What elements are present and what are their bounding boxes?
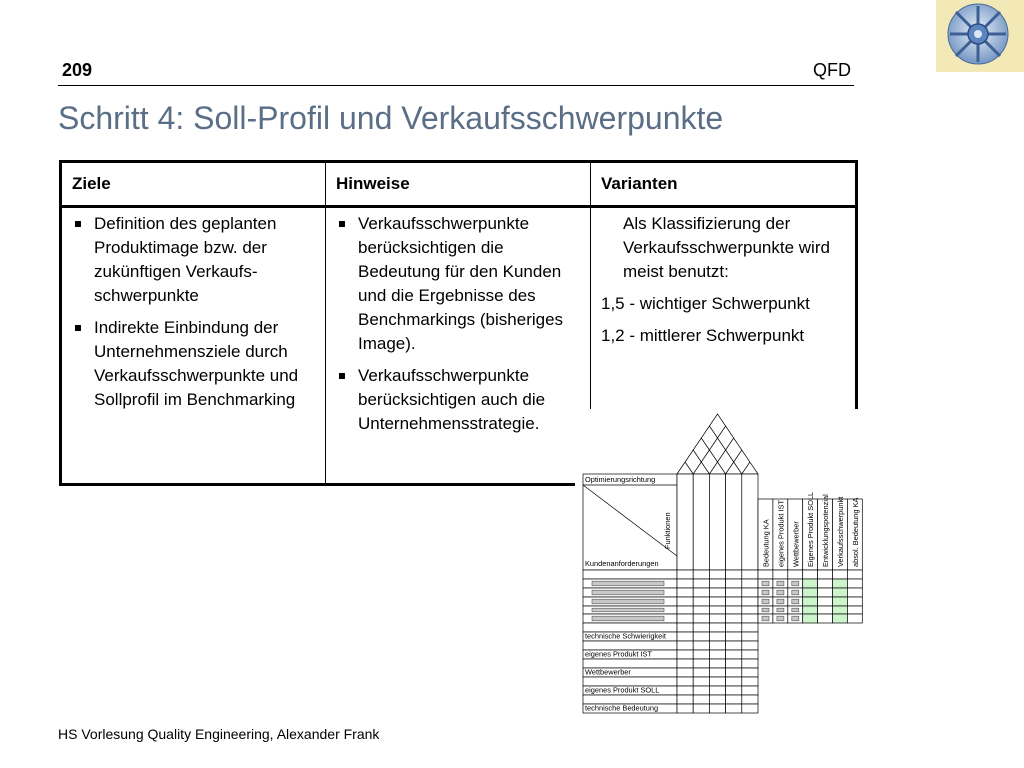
technical-cell xyxy=(726,632,742,641)
rating-marker xyxy=(792,581,799,586)
rating-marker xyxy=(792,590,799,595)
rating-cell xyxy=(803,614,818,623)
technical-cell xyxy=(742,650,758,659)
technical-cell xyxy=(726,686,742,695)
variant-item: 1,2 - mittlerer Schwerpunkt xyxy=(601,326,805,345)
rating-marker xyxy=(762,590,769,595)
section-label: QFD xyxy=(813,60,851,80)
optimization-label: Optimierungsrichtung xyxy=(585,475,656,484)
technical-cell xyxy=(742,704,758,713)
rating-column-label: eigenes Produkt IST xyxy=(776,500,786,567)
matrix-cell xyxy=(709,597,725,606)
requirement-bar xyxy=(592,581,664,586)
technical-row-label: eigenes Produkt SOLL xyxy=(585,685,660,695)
technical-cell xyxy=(709,623,725,632)
matrix-cell xyxy=(742,570,758,579)
function-column xyxy=(693,474,709,570)
rating-cell xyxy=(758,570,773,579)
rating-column-label: Verkaufsschwerpunkt xyxy=(836,496,845,567)
rating-column-label: Eigenes Produkt SOLL xyxy=(806,491,816,567)
rating-marker xyxy=(792,599,799,604)
rating-cell xyxy=(803,606,818,614)
hinweise-cell xyxy=(326,207,591,485)
rating-cell xyxy=(803,597,818,606)
rating-cell xyxy=(818,597,833,606)
rating-marker xyxy=(762,616,769,621)
matrix-cell xyxy=(693,579,709,588)
matrix-cell xyxy=(726,570,742,579)
rating-cell xyxy=(847,597,862,606)
rating-cell xyxy=(833,614,848,623)
technical-cell xyxy=(677,650,693,659)
function-column xyxy=(742,474,758,570)
page-title: Schritt 4: Soll-Profil und Verkaufsschwerpunkte xyxy=(58,100,724,136)
technical-cell xyxy=(742,677,758,686)
technical-row-label: technische Schwierigkeit xyxy=(585,631,666,641)
technical-cell xyxy=(693,695,709,704)
rating-marker xyxy=(792,616,799,621)
technical-cell xyxy=(726,704,742,713)
rating-marker xyxy=(762,581,769,586)
varianten-intro: Als Klassifizierung der Verkaufsschwerpunkte wird meist benutzt: xyxy=(623,214,830,281)
functions-label: Funktionen xyxy=(663,512,672,549)
rating-cell xyxy=(803,579,818,588)
matrix-cell xyxy=(726,606,742,614)
rating-cell xyxy=(847,579,862,588)
rating-cell xyxy=(803,588,818,597)
technical-cell xyxy=(742,632,758,641)
rating-cell xyxy=(818,570,833,579)
rating-marker xyxy=(762,608,769,612)
roof-outline xyxy=(677,414,758,474)
technical-cell xyxy=(693,632,709,641)
technical-cell xyxy=(726,659,742,668)
technical-cell xyxy=(709,641,725,650)
function-column xyxy=(726,474,742,570)
technical-cell xyxy=(693,668,709,677)
technical-cell xyxy=(677,695,693,704)
rating-cell xyxy=(833,606,848,614)
matrix-cell xyxy=(677,606,693,614)
matrix-cell xyxy=(726,597,742,606)
technical-cell xyxy=(693,641,709,650)
technical-cell xyxy=(742,623,758,632)
list-item: Verkaufsschwerpunkte berücksichtigen die Bedeutung für den Kunden und die Ergebnisse des Benchmarkings (bisheriges Image). xyxy=(336,212,580,356)
technical-cell xyxy=(677,659,693,668)
rating-marker xyxy=(777,608,784,612)
house-of-quality-diagram xyxy=(575,409,875,714)
bullet-icon xyxy=(75,325,81,331)
technical-cell xyxy=(693,686,709,695)
matrix-cell xyxy=(677,570,693,579)
technical-cell xyxy=(709,677,725,686)
matrix-cell xyxy=(709,606,725,614)
table-header-row xyxy=(61,162,857,207)
rating-cell xyxy=(847,570,862,579)
rating-cell xyxy=(847,606,862,614)
technical-cell xyxy=(742,641,758,650)
matrix-cell xyxy=(709,614,725,623)
technical-cell xyxy=(709,695,725,704)
matrix-cell xyxy=(742,588,758,597)
matrix-cell xyxy=(677,579,693,588)
matrix-cell xyxy=(709,570,725,579)
matrix-cell xyxy=(693,570,709,579)
bullet-icon xyxy=(339,373,345,379)
matrix-cell xyxy=(693,588,709,597)
list-item: Verkaufsschwerpunkte berücksichtigen auch die Unternehmensstrategie. xyxy=(336,364,580,436)
header-ziele: Ziele xyxy=(61,162,326,207)
rating-column-label: Wettbewerber xyxy=(791,521,801,567)
technical-cell xyxy=(677,668,693,677)
matrix-cell xyxy=(726,579,742,588)
rating-column-label: Entwicklungspotenzial xyxy=(821,494,831,567)
matrix-cell xyxy=(693,614,709,623)
rating-cell xyxy=(833,597,848,606)
rating-cell xyxy=(833,588,848,597)
rating-marker xyxy=(777,616,784,621)
technical-cell xyxy=(726,623,742,632)
list-item: Definition des geplanten Produktimage bzw. der zukünftigen Verkaufs-schwerpunkte xyxy=(72,212,315,308)
matrix-cell xyxy=(709,579,725,588)
rating-marker xyxy=(777,590,784,595)
rating-marker xyxy=(777,599,784,604)
technical-cell xyxy=(693,650,709,659)
technical-cell xyxy=(677,641,693,650)
requirement-bar xyxy=(592,599,664,604)
turbine-gear-logo-icon xyxy=(936,0,1024,72)
technical-cell xyxy=(677,686,693,695)
technical-cell xyxy=(677,632,693,641)
technical-cell xyxy=(709,686,725,695)
requirement-row xyxy=(583,570,677,579)
technical-cell xyxy=(726,677,742,686)
technical-cell xyxy=(726,641,742,650)
technical-cell xyxy=(693,659,709,668)
technical-cell xyxy=(709,668,725,677)
technical-row-label: technische Bedeutung xyxy=(585,703,659,713)
rating-column-label: Bedeutung KA xyxy=(761,519,771,567)
header-hinweise: Hinweise xyxy=(326,162,591,207)
matrix-cell xyxy=(742,597,758,606)
matrix-cell xyxy=(742,606,758,614)
variant-item: 1,5 - wichtiger Schwerpunkt xyxy=(601,294,810,313)
technical-cell xyxy=(677,704,693,713)
technical-cell xyxy=(693,623,709,632)
requirement-bar xyxy=(592,590,664,595)
rating-cell xyxy=(818,588,833,597)
matrix-cell xyxy=(677,588,693,597)
matrix-cell xyxy=(677,597,693,606)
requirement-bar xyxy=(592,608,664,612)
rating-cell xyxy=(818,606,833,614)
customer-requirements-label: Kundenanforderungen xyxy=(585,559,659,568)
bullet-icon xyxy=(339,221,345,227)
bullet-icon xyxy=(75,221,81,227)
footer-text: HS Vorlesung Quality Engineering, Alexander Frank xyxy=(58,726,380,742)
technical-cell xyxy=(742,659,758,668)
rating-marker xyxy=(762,599,769,604)
technical-cell xyxy=(709,632,725,641)
technical-cell xyxy=(726,695,742,704)
function-column xyxy=(677,474,693,570)
technical-cell xyxy=(693,704,709,713)
function-column xyxy=(709,474,725,570)
technical-row-label: Wettbewerber xyxy=(585,667,631,677)
technical-cell xyxy=(709,704,725,713)
rating-marker xyxy=(777,581,784,586)
matrix-cell xyxy=(742,614,758,623)
rating-cell xyxy=(833,570,848,579)
rating-cell xyxy=(847,614,862,623)
technical-cell xyxy=(693,677,709,686)
technical-cell xyxy=(742,695,758,704)
rating-marker xyxy=(792,608,799,612)
technical-cell xyxy=(742,686,758,695)
technical-cell xyxy=(677,623,693,632)
rating-column-label: absol. Bedeutung KA xyxy=(850,497,860,567)
technical-cell xyxy=(677,677,693,686)
technical-cell xyxy=(709,659,725,668)
rating-cell xyxy=(773,570,788,579)
ziele-cell xyxy=(61,207,326,485)
rating-cell xyxy=(803,570,818,579)
matrix-cell xyxy=(726,588,742,597)
technical-cell xyxy=(742,668,758,677)
rating-cell xyxy=(818,614,833,623)
matrix-cell xyxy=(693,606,709,614)
matrix-cell xyxy=(693,597,709,606)
header-divider xyxy=(58,85,854,86)
list-item: Indirekte Einbindung der Unternehmensziele durch Verkaufsschwerpunkte und Sollprofil im Benchmarking xyxy=(72,316,315,412)
rating-cell xyxy=(833,579,848,588)
matrix-cell xyxy=(709,588,725,597)
rating-cell xyxy=(847,588,862,597)
header-varianten: Varianten xyxy=(591,162,857,207)
page-number: 209 xyxy=(62,60,93,80)
technical-cell xyxy=(726,650,742,659)
rating-cell xyxy=(818,579,833,588)
requirement-bar xyxy=(592,616,664,621)
matrix-cell xyxy=(677,614,693,623)
technical-cell xyxy=(709,650,725,659)
matrix-cell xyxy=(726,614,742,623)
rating-cell xyxy=(788,570,803,579)
technical-cell xyxy=(726,668,742,677)
technical-row-label: eigenes Produkt IST xyxy=(585,649,652,659)
matrix-cell xyxy=(742,579,758,588)
